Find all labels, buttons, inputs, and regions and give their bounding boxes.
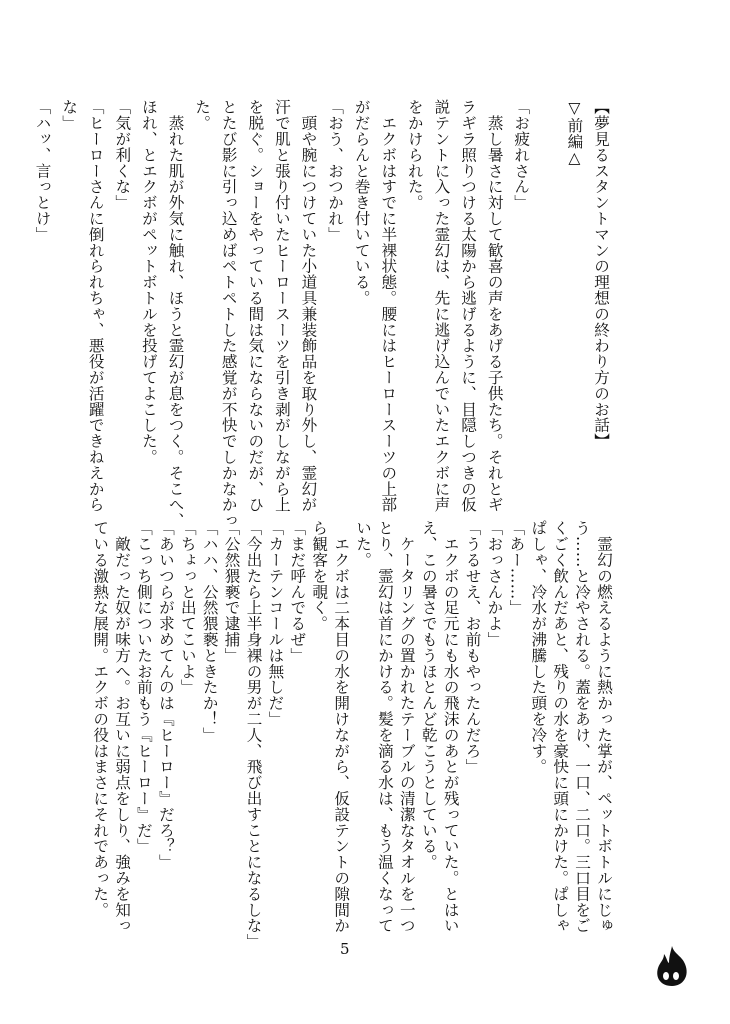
text-line: 「気が利くな」 <box>113 99 132 211</box>
text-line: 汗で肌と張り付いたヒーロースーツを引き剥がしながら上 <box>272 99 291 513</box>
flame-icon <box>652 944 692 988</box>
text-line: とり、霊幻は首にかける。髪を滴る水は、もう温くなって <box>375 520 394 934</box>
text-line: がだらんと巻き付いている。 <box>352 99 371 306</box>
text-line: た。 <box>193 99 212 131</box>
text-line: いた。 <box>354 520 373 568</box>
text-line: を脱ぐ。ショーをやっている間は気にならないのだが、ひ <box>246 99 265 513</box>
text-line: 「こっち側についたお前もう『ヒーロー』だ」 <box>134 520 153 854</box>
text-line: とたび影に引っ込めばペトペトした感覚が不快でしかなかっ <box>219 99 238 529</box>
text-line: ほれ、とエクボがペットボトルを投げてよこした。 <box>139 99 158 465</box>
text-line: 「うるせえ、お前もやったんだろ」 <box>463 520 482 775</box>
text-line: 「お疲れさん」 <box>512 99 531 211</box>
text-line: 「あいつらが求めてんのは『ヒーロー』だろ？」 <box>156 520 175 870</box>
text-line: 「あー……」 <box>507 520 526 616</box>
text-line: な」 <box>60 99 79 131</box>
text-line: エクボの足元にも水の飛沫のあとが残っていた。とはい <box>441 520 460 934</box>
text-block-top <box>29 99 614 529</box>
text-block-bottom <box>88 520 614 950</box>
page-number: 5 <box>340 940 350 958</box>
text-line: 【夢見るスタントマンの理想の終わり方のお話】 <box>592 99 610 449</box>
text-line: 「公然猥褻で逮捕」 <box>222 520 241 664</box>
text-line: 「おっさんかよ」 <box>485 520 504 648</box>
text-line: 説テントに入った霊幻は、先に逃げ込んでいたエクボに声 <box>432 99 451 513</box>
text-line: ぱしゃ、冷水が沸騰した頭を冷す。 <box>529 520 548 775</box>
text-line: 「ちょっと出てこいよ」 <box>178 520 197 695</box>
text-line: ら観客を覗く。 <box>310 520 329 632</box>
text-line: 蒸れた肌が外気に触れ、ほうと霊幻が息をつく。そこへ、 <box>166 99 185 529</box>
text-line: 霊幻の燃えるように熱かった掌が、ペットボトルにじゅ <box>595 520 613 934</box>
text-line: ラギラ照りつける太陽から逃げるように、目隠しつきの仮 <box>459 99 478 513</box>
text-line: 蒸し暑さに対して歓喜の声をあげる子供たち。それとギ <box>485 99 504 513</box>
text-line: ケータリングの置かれたテーブルの清潔なタオルを一つ <box>397 520 416 934</box>
text-line: 「ハッ、言っとけ」 <box>33 99 52 243</box>
text-line: 敵だった奴が味方へ。お互いに弱点をしり、強みを知っ <box>113 520 132 934</box>
text-line: 「今出たら上半身裸の男が二人、飛び出すことになるしな」 <box>244 520 263 950</box>
text-line: をかけられた。 <box>405 99 424 211</box>
text-line: う……と冷やされる。蓋をあけ、一口、二口。三口目をご <box>573 520 592 934</box>
text-line: 「ハハ、公然猥褻ときたか！」 <box>200 520 219 743</box>
text-line: ▽前編△ <box>565 99 584 168</box>
text-line: 「ヒーローさんに倒れられちゃ、悪役が活躍できねえから <box>86 99 105 513</box>
text-line <box>534 99 561 499</box>
text-line: え、この暑さでもうほとんど乾こうとしている。 <box>419 520 438 870</box>
text-line: 頭や腕につけていた小道具兼装飾品を取り外し、霊幻が <box>299 99 318 513</box>
text-line: エクボはすでに半裸状態。腰にはヒーロースーツの上部 <box>379 99 398 513</box>
text-line: エクボは二本目の水を開けながら、仮設テントの隙間か <box>332 520 351 934</box>
text-line: 「カーテンコールは無しだ」 <box>266 520 285 727</box>
text-line: 「まだ呼んでるぜ」 <box>288 520 307 664</box>
text-line: くごく飲んだあと、残りの水を豪快に頭にかけた。ぱしゃ <box>551 520 570 934</box>
text-line: 「おう、おつかれ」 <box>326 99 345 243</box>
text-line: ている激熱な展開。エクボの役はまさにそれであった。 <box>91 520 110 918</box>
